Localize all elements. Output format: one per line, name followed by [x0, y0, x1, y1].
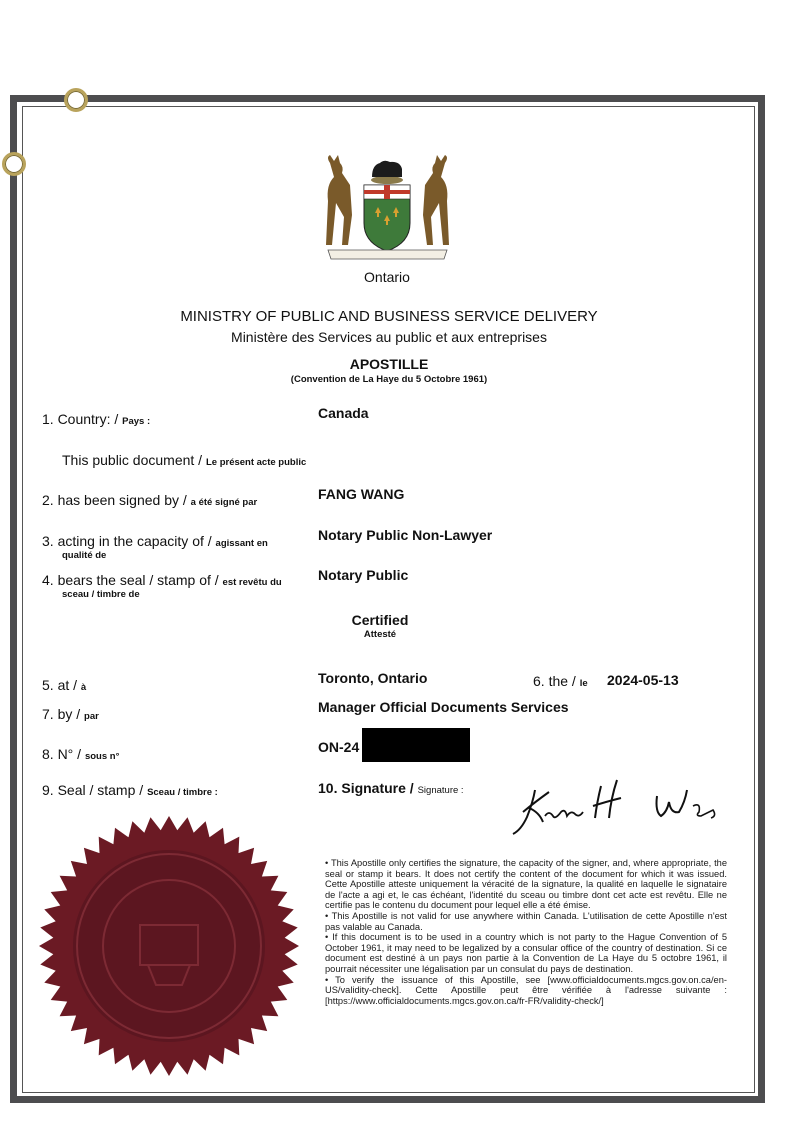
ministry-name-en: MINISTRY OF PUBLIC AND BUSINESS SERVICE DELIVERY [180, 308, 598, 325]
field-4-label: 4. bears the seal / stamp of / est revêtu du [42, 572, 282, 588]
field-8-value: ON-24 [318, 739, 360, 755]
ministry-name-fr: Ministère des Services au public et aux entreprises [231, 329, 547, 345]
field-4-value: Notary Public [318, 567, 409, 583]
field-2-value: FANG WANG [318, 486, 405, 502]
note-paragraph: • This Apostille is not valid for use anywhere within Canada. L'utilisation de cette Apostille n'est pas valable au Canada. [325, 910, 727, 932]
public-document-label: This public document / Le présent acte public [62, 452, 307, 468]
field-5-label: 5. at / à [42, 677, 87, 693]
field-6-value: 2024-05-13 [607, 672, 679, 688]
ontario-coat-of-arms-icon [320, 155, 455, 265]
note-paragraph: • To verify the issuance of this Apostille, see [www.officialdocuments.mgcs.gov.on.ca/en-US/validity-check]. Cette Apostille peut être vérifiée à l'adresse suivante : [https://www.officialdocuments.mgcs.gov.on.ca/fr-FR/validity-check/] [325, 974, 727, 1006]
grommet-left [2, 152, 26, 176]
redaction-box [362, 728, 470, 762]
field-2-label: 2. has been signed by / a été signé par [42, 492, 258, 508]
field-8-label: 8. N° / sous n° [42, 746, 120, 762]
field-1-label: 1. Country: / Pays : [42, 411, 151, 427]
certified-heading: Certified [351, 612, 409, 628]
apostille-notes [325, 858, 727, 1006]
convention-subtitle: (Convention de La Haye du 5 Octobre 1961) [290, 374, 488, 385]
field-5-value: Toronto, Ontario [318, 670, 428, 686]
field-7-label: 7. by / par [42, 706, 99, 722]
note-paragraph: • If this document is to be used in a country which is not party to the Hague Convention of 5 October 1961, it may need to be legalized by a consular office of the country of destination. Si ce document est destiné à un pays non partie à la Convention de La Haye du 5 octobre 1961, il pourrait nécessiter une légalisation par un consulat du pays de destination. [325, 932, 727, 974]
field-6-label: 6. the / le [533, 673, 588, 689]
field-4-label-fr: sceau / timbre de [62, 589, 140, 600]
field-3-value: Notary Public Non-Lawyer [318, 527, 493, 543]
field-3-label-fr: qualité de [62, 550, 107, 561]
apostille-title: APOSTILLE [349, 356, 429, 372]
field-9-label: 9. Seal / stamp / Sceau / timbre : [42, 782, 218, 798]
red-wax-seal-icon [38, 815, 300, 1077]
field-10-label: 10. Signature / Signature : [318, 780, 464, 796]
note-paragraph: • This Apostille only certifies the signature, the capacity of the signer, and, where appropriate, the seal or stamp it bears. It does not certify the content of the document for which it was issued. Cette Apostille atteste uniquement la véracité de la signature, la qualité en laquelle le signataire de l'acte a agi et, le cas échéant, l'identité du sceau ou timbre dont cet acte est revêtu. Elle ne certifie pas le contenu du document pour lequel elle a été émise. [325, 858, 727, 911]
field-7-value: Manager Official Documents Services [318, 699, 569, 715]
field-1-value: Canada [318, 405, 369, 421]
emblem-label: Ontario [364, 269, 410, 285]
grommet-top [64, 88, 88, 112]
handwritten-signature-icon [505, 772, 725, 842]
field-3-label: 3. acting in the capacity of / agissant en [42, 533, 268, 549]
certified-heading-fr: Attesté [363, 629, 397, 640]
